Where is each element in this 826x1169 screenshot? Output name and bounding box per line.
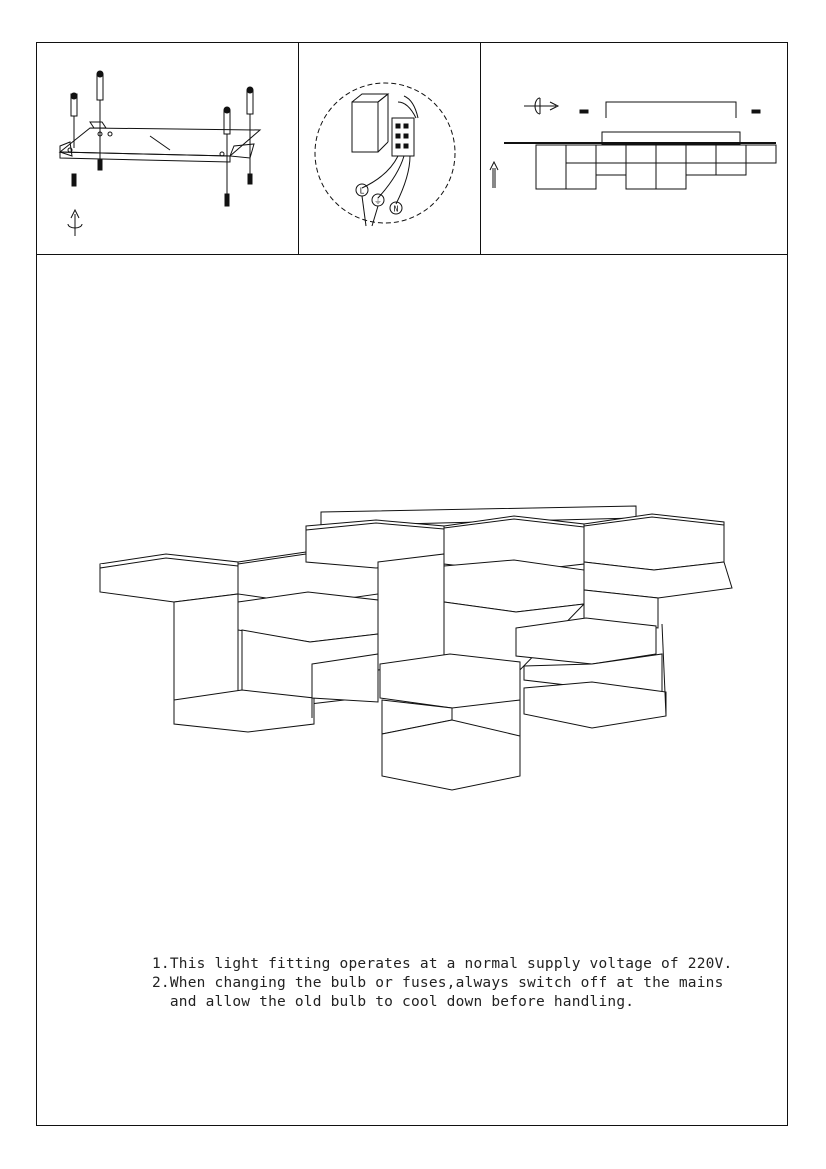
up-arrow-icon xyxy=(490,162,498,188)
hexagon-light-illustration xyxy=(96,504,736,794)
side-profile-diagram xyxy=(490,90,782,200)
rotate-right-arrow-icon xyxy=(524,98,558,114)
screw-icon xyxy=(72,160,252,206)
terminal-block xyxy=(392,118,414,156)
panel-divider-left xyxy=(298,42,299,254)
mounting-bracket-diagram xyxy=(50,64,280,244)
note-line-1: 1.This light fitting operates at a normal supply voltage of 220V. xyxy=(152,956,733,972)
panel-divider-horizontal xyxy=(36,254,788,255)
hexagon-module xyxy=(100,554,238,700)
neutral-wire-text: N xyxy=(393,204,399,214)
note-line-3: and allow the old bulb to cool down before handling. xyxy=(152,994,635,1010)
panel-divider-right xyxy=(480,42,481,254)
safety-notes xyxy=(152,955,752,1012)
hexagon-module xyxy=(380,654,520,790)
rotate-up-arrow-icon xyxy=(68,210,82,236)
note-line-2: 2.When changing the bulb or fuses,always switch off at the mains xyxy=(152,975,724,991)
anchor-plug-icon xyxy=(97,71,103,164)
canopy-block xyxy=(352,102,378,152)
hexagon-module xyxy=(584,514,724,570)
detail-circle xyxy=(315,83,455,223)
earth-wire-text: ⏚ xyxy=(374,196,382,206)
module-blocks xyxy=(536,145,776,189)
canopy-cover-outline xyxy=(606,102,736,118)
live-wire-text: L xyxy=(359,186,365,196)
screw-marker-left xyxy=(580,110,588,113)
screw-marker-right xyxy=(752,110,760,113)
anchor-plug-icon xyxy=(247,87,253,180)
wiring-detail-diagram xyxy=(312,80,462,230)
anchor-plug-icon xyxy=(224,107,230,200)
